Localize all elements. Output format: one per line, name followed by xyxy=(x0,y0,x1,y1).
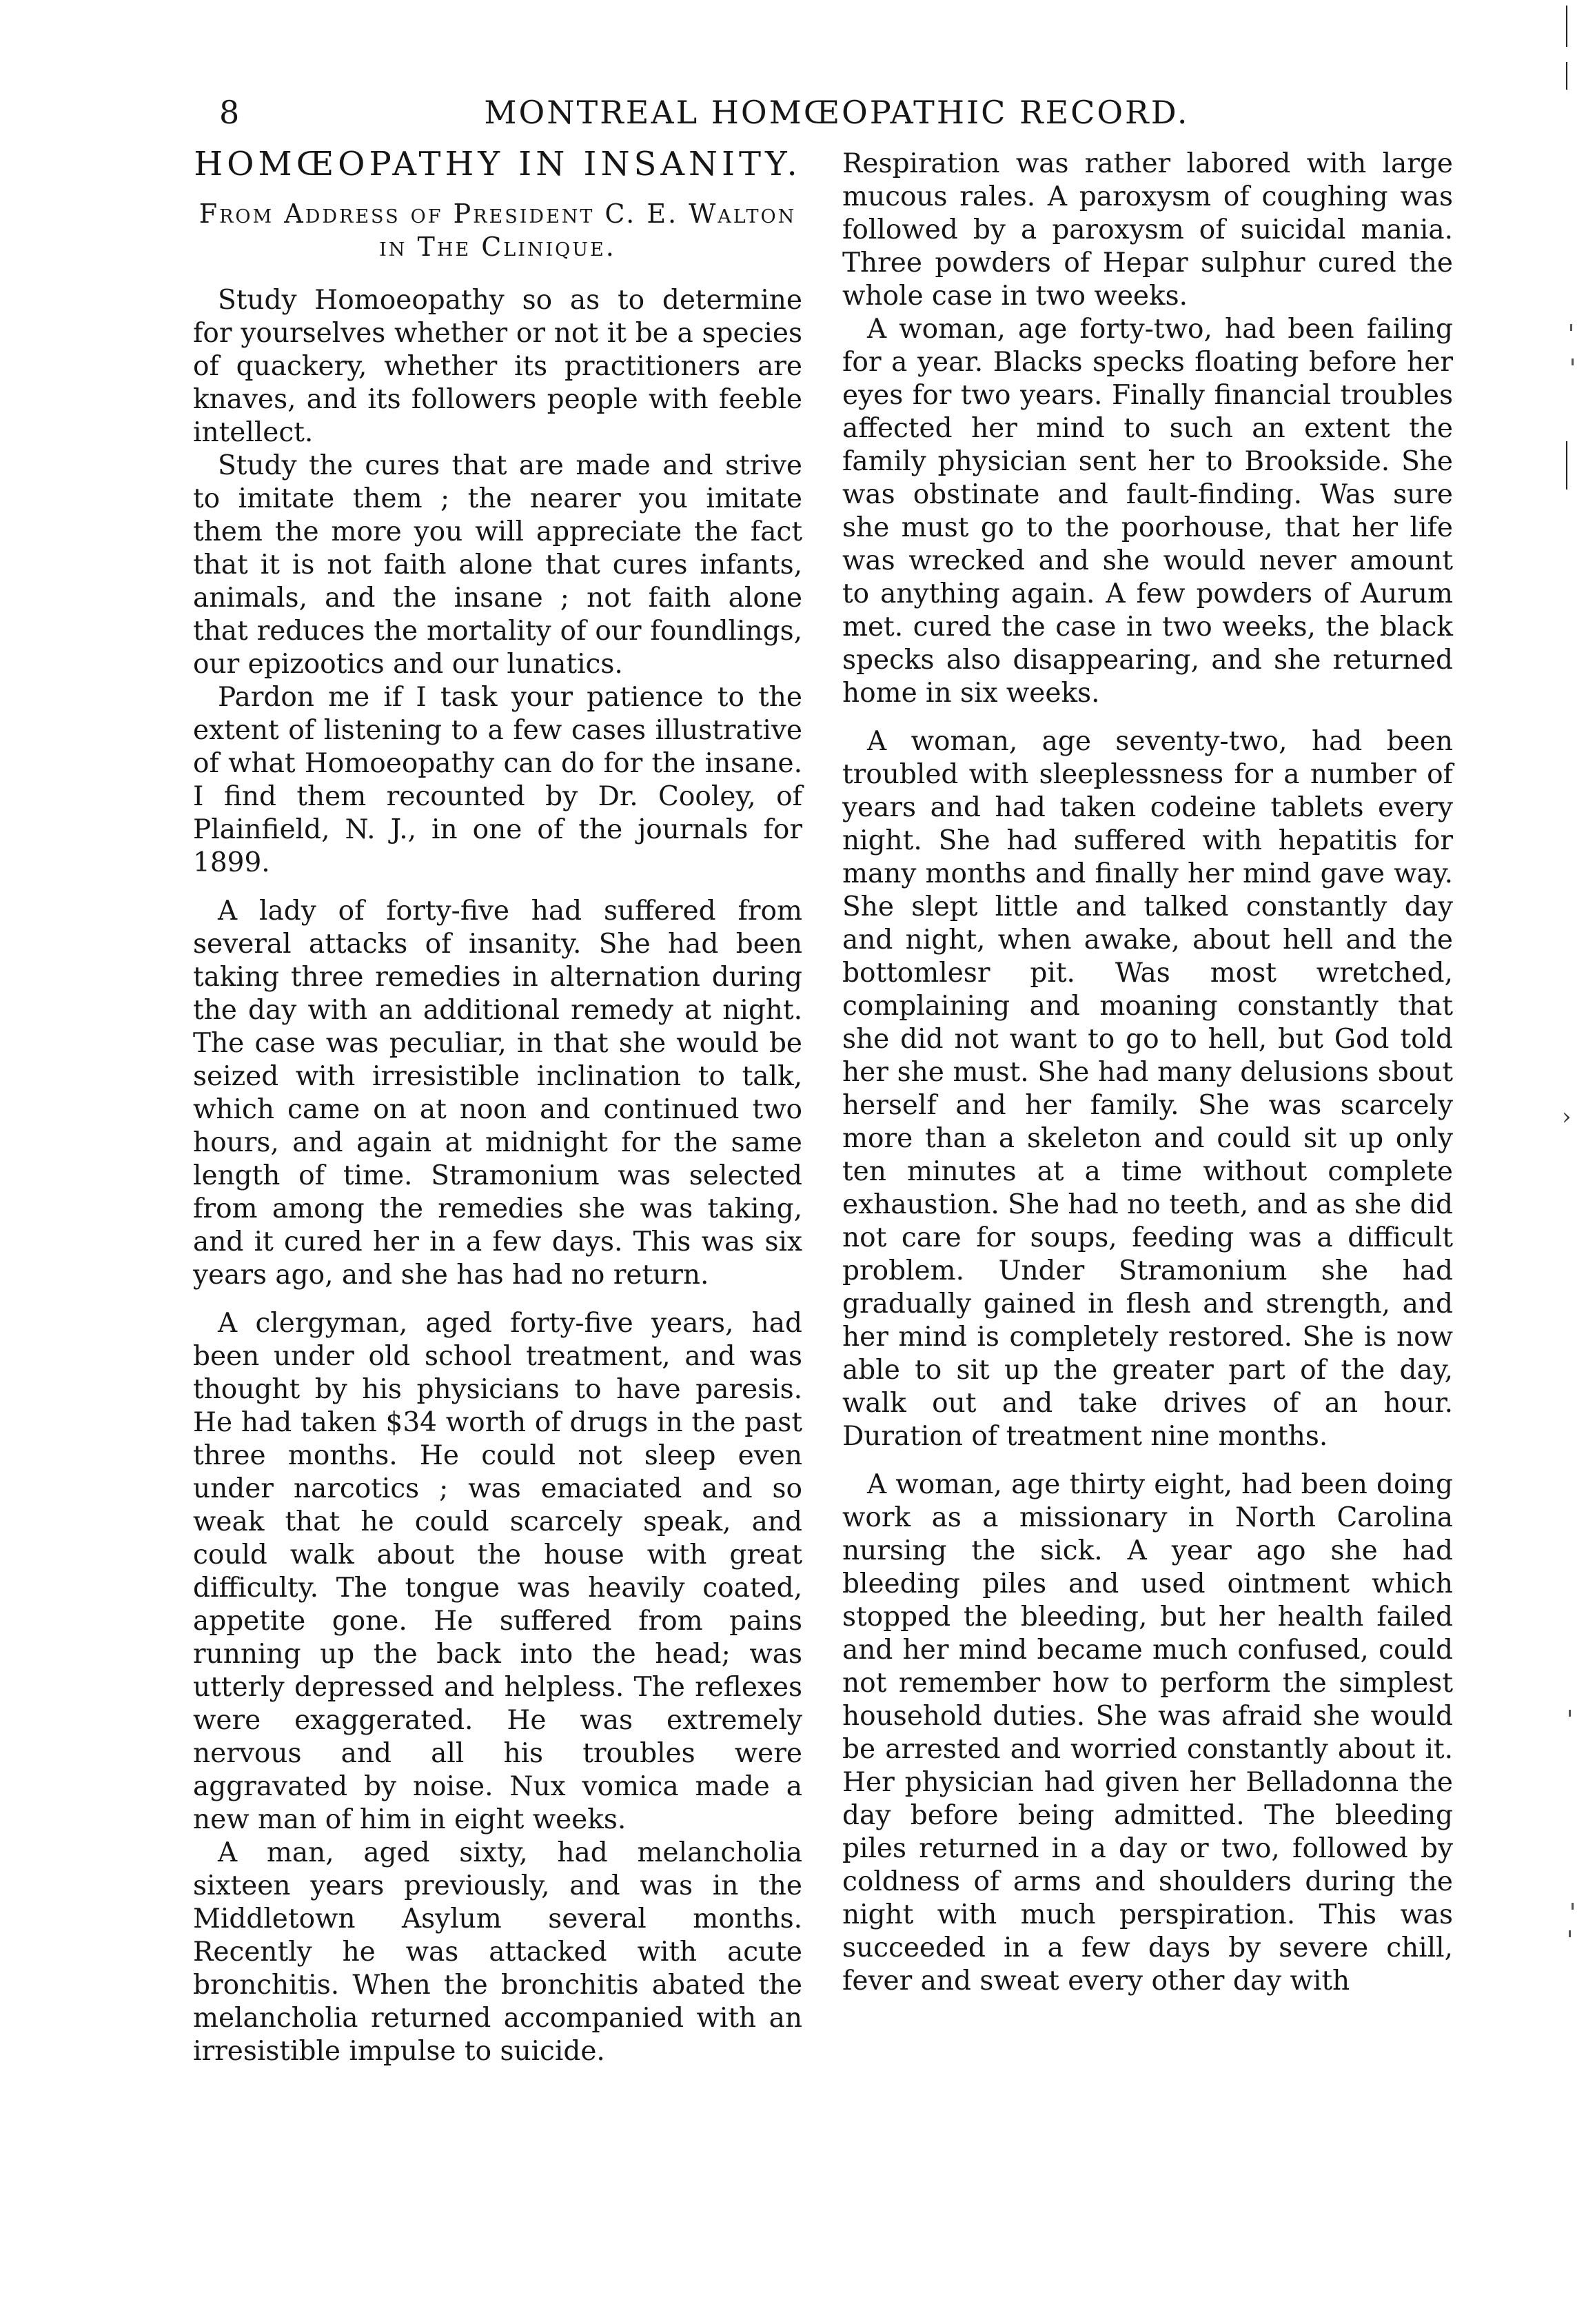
running-header: MONTREAL HOMŒOPATHIC RECORD. xyxy=(484,94,1190,131)
margin-speck xyxy=(1570,324,1572,331)
article-byline: From Address of President C. E. Walton in The Clinique. xyxy=(199,199,797,262)
paragraph: A woman, age thirty eight, had been doing work as a missionary in North Carolina nursing the sick. A year ago she had bleeding piles and used ointment which stopped the bleeding, but her health failed and her mind became much confused, could not remember how to perform the simplest household duties. She was afraid she would be arrested and worried constantly about it. Her physician had given her Belladonna the day before being admitted. The bleeding piles returned in a day or two, followed by coldness of arms and shoulders during the night with much perspiration. This was succeeded in a few days by severe chill, fever and sweat every other day with xyxy=(842,1469,1453,1997)
margin-rule xyxy=(1566,62,1567,90)
article-title: HOMŒOPATHY IN INSANITY. xyxy=(194,145,802,183)
paragraph: Pardon me if I task your patience to the extent of listening to a few cases illustrative of what Homoeopathy can do for the insane. I find them recounted by Dr. Cooley, of Plainfield, N. J., in one of the journals for 1899. xyxy=(193,682,802,878)
margin-speck xyxy=(1569,1710,1571,1717)
paragraph-continued: Respiration was rather labored with large mucous rales. A paroxysm of coughing was followed by a paroxysm of suicidal mania. Three powders of Hepar sulphur cured the whole case in two weeks. xyxy=(842,148,1453,312)
paragraph: Study Homoeopathy so as to determine for yourselves whether or not it be a species of quackery, whether its practitioners are knaves, and its followers people with feeble intellect. xyxy=(193,285,802,448)
paragraph: A woman, age seventy-two, had been troubled with sleeplessness for a number of years and had taken codeine tablets every night. She had suffered with hepatitis for many months and finally her mind gave way. She slept little and talked constantly day and night, when awake, about hell and the bottomlesr pit. Was most wretched, complaining and moaning constantly that she did not want to go to hell, but God told her she must. She had many delusions sbout herself and her family. She was scarcely more than a skeleton and could sit up only ten minutes at a time without complete exhaustion. She had no teeth, and as she did not care for soups, feeding was a difficult problem. Under Stramonium she had gradually gained in flesh and strength, and her mind is completely restored. She is now able to sit up the greater part of the day, walk out and take drives of an hour. Duration of treatment nine months. xyxy=(842,726,1453,1452)
margin-speck xyxy=(1572,1903,1574,1910)
paragraph: Study the cures that are made and strive to imitate them ; the nearer you imitate them the more you will appreciate the fact that it is not faith alone that cures infants, animals, and the insane ; not faith alone that reduces the mortality of our foundlings, our epizootics and our lunatics. xyxy=(193,450,802,680)
paragraph: A lady of forty-five had suffered from several attacks of insanity. She had been taking three remedies in alternation during the day with an additional remedy at night. The case was peculiar, in that she would be seized with irresistible inclination to talk, which came on at noon and continued two hours, and again at midnight for the same length of time. Stramonium was selected from among the remedies she was taking, and it cured her in a few days. This was six years ago, and she has had no return. xyxy=(193,896,802,1291)
paragraph: A clergyman, aged forty-five years, had been under old school treatment, and was thought by his physicians to have paresis. He had taken $34 worth of drugs in the past three months. He could not sleep even under narcotics ; was emaciated and so weak that he could scarcely speak, and could walk about the house with great difficulty. The tongue was heavily coated, appetite gone. He suffered from pains running up the back into the head; was utterly depressed and helpless. The reflexes were exaggerated. He was extremely nervous and all his troubles were aggravated by noise. Nux vomica made a new man of him in eight weeks. xyxy=(193,1308,802,1835)
paragraph: A man, aged sixty, had melancholia sixteen years previously, and was in the Middletown Asylum several months. Recently he was attacked with acute bronchitis. When the bronchitis abated the melancholia returned accompanied with an irresistible impulse to suicide. xyxy=(193,1837,802,2067)
left-column xyxy=(193,145,802,2068)
margin-speck xyxy=(1572,358,1574,365)
margin-mark: › xyxy=(1562,1103,1572,1131)
paragraph: A woman, age forty-two, had been failing for a year. Blacks specks floating before her eyes for two years. Finally financial troubles affected her mind to such an extent the family physician sent her to Brookside. She was obstinate and fault-finding. Was sure she must go to the poorhouse, that her life was wrecked and she would never amount to anything again. A few powders of Aurum met. cured the case in two weeks, the black specks also disappearing, and she returned home in six weeks. xyxy=(842,314,1453,709)
margin-rule xyxy=(1566,441,1567,489)
margin-rule xyxy=(1566,6,1567,47)
right-column xyxy=(842,148,1453,1998)
page-number: 8 xyxy=(219,94,240,131)
margin-speck xyxy=(1569,1930,1571,1937)
